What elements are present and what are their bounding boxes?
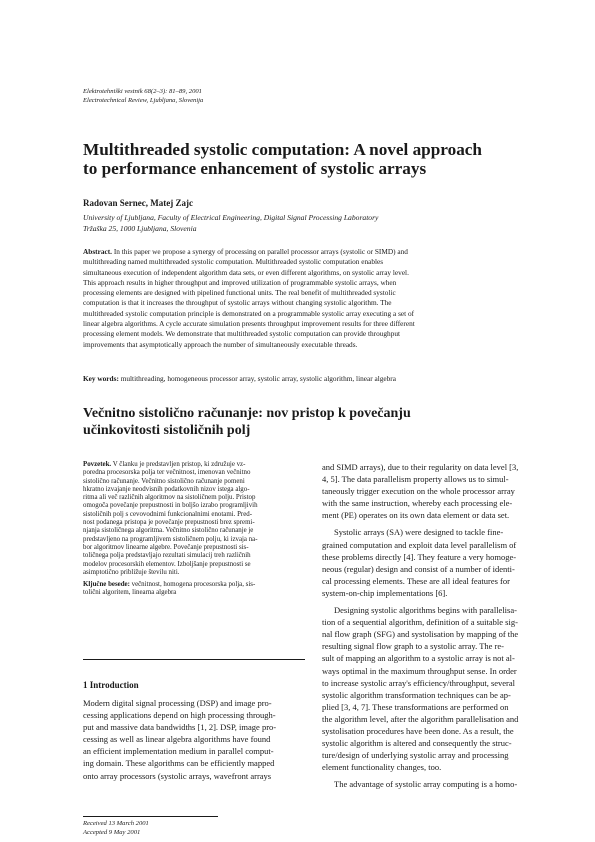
povzetek-line: predstavljeno na programljivem sistoličnem polju, ki izvaja na- <box>83 535 258 543</box>
received-date: Received 13 March 2001 <box>83 820 149 827</box>
keywords-label: Key words: <box>83 374 119 383</box>
abstract-line: This approach results in higher throughput and improved utilization of programmable systolic arrays, when <box>83 277 397 287</box>
body-line: cal processing elements. These are all ideal features for <box>322 575 510 586</box>
povzetek-line: sistoličnih polj s cevovodnimi funkcionalnimi enotami. Pred- <box>83 510 252 518</box>
left-column-top <box>83 461 305 598</box>
abstract-line: multithreading named multithreaded systolic computation. Multithreaded systolic computation enables <box>83 257 384 267</box>
accepted-date: Accepted 9 May 2001 <box>83 829 141 836</box>
kljucne-line: tolični algoritem, linearna algebra <box>83 589 177 597</box>
body-line: to increase systolic array's efficiency/throughput, several <box>322 677 516 688</box>
journal-name: Electrotechnical Review, Ljubljana, Slovenija <box>83 97 204 104</box>
slovenian-title-line-2: učinkovitosti sistoličnih polj <box>83 423 251 438</box>
abstract <box>83 247 523 350</box>
body-line: grained computation and exploit data level parallelism of <box>322 539 517 550</box>
affiliation <box>83 212 523 234</box>
affiliation-line-1: University of Ljubljana, Faculty of Electrical Engineering, Digital Signal Processing Laboratory <box>83 213 379 222</box>
abstract-label: Abstract. <box>83 247 112 256</box>
keywords <box>83 374 523 383</box>
footnote-rule <box>83 816 218 817</box>
body-line: sult of mapping an algorithm to a systolic array is not al- <box>322 653 515 664</box>
paragraph <box>322 526 550 599</box>
kljucne-label: Ključne besede: <box>83 581 130 589</box>
slovenian-title <box>83 405 523 439</box>
body-line: ing domain. These algorithms can be efficiently mapped <box>83 758 275 769</box>
body-line: element functionality changes, too. <box>322 762 442 773</box>
section-title-introduction: 1 Introduction <box>83 680 139 690</box>
body-line: systolic algorithm transformation techniques can be ap- <box>322 689 511 700</box>
body-line: resulting signal flow graph to a systolic array. The re- <box>322 641 504 652</box>
povzetek-line: sistolično računanje. Večnitno sistolično računanje pomeni <box>83 477 245 485</box>
povzetek-line: njanja sistoličnega algoritma. Večnitno sistolično računanje je <box>83 527 254 535</box>
body-line: put and massive data bandwidths [1, 2]. DSP, image pro- <box>83 722 277 733</box>
body-line: 4, 5]. The data parallelism property allows us to simul- <box>322 474 509 485</box>
body-line: system-on-chip implementations [6]. <box>322 587 448 598</box>
body-line: the algorithm level, after the algorithm parallelisation and <box>322 713 519 724</box>
body-line: plied [3, 4, 7]. These transformations are performed on <box>322 701 509 712</box>
body-line: with the same instruction, whereby each processing ele- <box>322 498 513 509</box>
povzetek <box>83 461 305 577</box>
body-line: nal flow graph (SFG) and systolisation by mapping of the <box>322 629 519 640</box>
body-line: ment (PE) operates on its own data element or data set. <box>322 510 510 521</box>
povzetek-line: asimptotično približuje številu niti. <box>83 568 180 576</box>
body-line: an efficient implementation medium in parallel comput- <box>83 746 274 757</box>
journal-header <box>83 87 523 105</box>
povzetek-line: toličnega polja predstavljajo rezultati simulacij treh različnih <box>83 552 251 560</box>
povzetek-label: Povzetek. <box>83 461 112 468</box>
body-line: tion of a sequential algorithm, definition of a suitable sig- <box>322 617 518 628</box>
paragraph <box>322 461 550 521</box>
povzetek-line: poredna procesorska polja ter večnitnost, imenovan večnitno <box>83 469 251 477</box>
abstract-line: processing element models. We demonstrate that multithreaded systolic computation can provide throughput <box>83 329 401 339</box>
body-line: ways optimal in the maximum throughput sense. In order <box>322 665 517 676</box>
abstract-line: processing elements are designed with pipelined functional units. The real benefit of multithreaded systolic <box>83 288 396 298</box>
body-line: cessing as well as linear algebra algorithms have found <box>83 734 271 745</box>
abstract-line: improvements that asymptotically approach the number of simultaneously executable threads. <box>83 339 358 349</box>
abstract-line: multithreaded systolic computation principle is demonstrated on a programmable systolic array executing a set of <box>83 308 415 318</box>
footnotes <box>83 819 149 837</box>
body-line: ture/design of underlying systolic array and processing <box>322 750 509 761</box>
body-line: neous (regular) design and consist of a number of identi- <box>322 563 515 574</box>
abstract-line: linear algebra algorithms. A cycle accurate simulation presents throughput improvement results for three different <box>83 319 415 329</box>
body-line: systolisation procedures have been done. As a result, the <box>322 725 514 736</box>
body-line: onto array processors (systolic arrays, wavefront arrays <box>83 770 272 781</box>
povzetek-line: omogoča povečanje prepustnosti in boljšo izrabo programljivih <box>83 502 258 510</box>
povzetek-line: nost podanega pristopa je povečanje prepustnosti brez spremi- <box>83 519 255 527</box>
body-line: Modern digital signal processing (DSP) and image pro- <box>83 698 272 708</box>
povzetek-line: ritma ali več različnih algoritmov na sistoličnem polju. Pristop <box>83 494 256 502</box>
body-line: systolic algorithm is altered and consequently the struc- <box>322 738 512 749</box>
affiliation-line-2: Tržaška 25, 1000 Ljubljana, Slovenia <box>83 224 197 233</box>
povzetek-line: V članku je predstavljen pristop, ki združuje vz- <box>112 461 246 468</box>
povzetek-line: hkratno izvajanje neodvisnih podatkovnih nizov istega algo- <box>83 485 250 493</box>
abstract-line: In this paper we propose a synergy of processing on parallel processor arrays (systolic or SIMD) and <box>113 247 408 256</box>
kljucne-line: večnitnost, homogena procesorska polja, sis- <box>131 581 256 589</box>
slovenian-title-line-1: Večnitno sistolično računanje: nov pristop k povečanju <box>83 406 411 421</box>
body-line: taneously trigger execution on the whole processor array <box>322 486 515 497</box>
paragraph <box>322 604 550 773</box>
body-line: Designing systolic algorithms begins with parallelisa- <box>334 605 517 616</box>
section-divider <box>83 659 305 660</box>
paper-title <box>83 140 523 178</box>
body-line: these problems directly [4]. They feature a very homoge- <box>322 551 517 562</box>
body-line: The advantage of systolic array computing is a homo- <box>334 779 518 790</box>
keywords-text: multithreading, homogeneous processor array, systolic array, systolic algorithm, linear algebra <box>120 374 396 383</box>
povzetek-line: modelov procesorskih elementov. Izboljšanje prepustnosti se <box>83 560 251 568</box>
paragraph <box>322 778 550 790</box>
abstract-line: computation is that it increases the throughput of systolic arrays without changing systolic algorithm. The <box>83 298 392 308</box>
povzetek-line: bor algoritmov linearne algebre. Povečanje prepustnosti sis- <box>83 543 249 551</box>
paper-title-line-2: to performance enhancement of systolic arrays <box>83 159 427 178</box>
body-line: Systolic arrays (SA) were designed to tackle fine- <box>334 527 504 538</box>
introduction-left-text <box>83 697 305 782</box>
right-column <box>322 461 550 790</box>
body-line: and SIMD arrays), due to their regularity on data level [3, <box>322 462 519 472</box>
paper-title-line-1: Multithreaded systolic computation: A novel approach <box>83 140 482 159</box>
abstract-line: simultaneous execution of independent algorithm data sets, or even different algorithms, on systolic array level. <box>83 267 409 277</box>
journal-citation: Elektrotehniški vestnik 68(2–3): 81–89, 2001 <box>83 88 202 95</box>
authors: Radovan Sernec, Matej Zajc <box>83 198 193 208</box>
kljucne-besede <box>83 581 305 598</box>
body-line: cessing applications depend on high processing through- <box>83 710 276 721</box>
